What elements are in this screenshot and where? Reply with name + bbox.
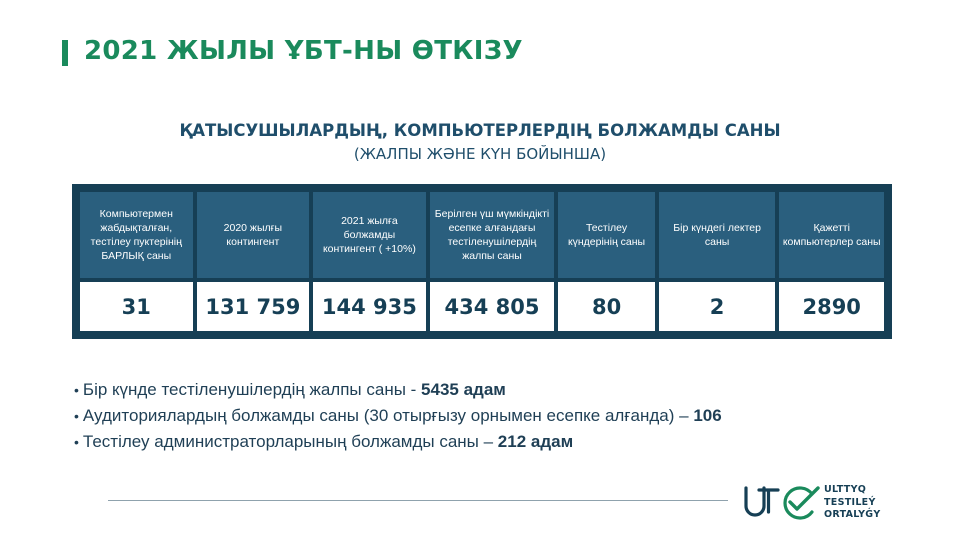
header-cell-testing-days: Тестілеу күндерінің саны xyxy=(558,192,654,278)
bullet-item xyxy=(74,403,722,429)
table-value-row xyxy=(80,282,884,331)
header-cell-computers-needed: Қажетті компьютерлер саны xyxy=(779,192,884,278)
value-cell-computers-needed: 2890 xyxy=(779,282,884,331)
bullet-item xyxy=(74,377,722,403)
value-cell-streams-per-day: 2 xyxy=(659,282,776,331)
logo-wordmark xyxy=(824,484,881,522)
bullet-dot: • xyxy=(74,408,79,424)
forecast-table xyxy=(72,184,892,339)
logo-line-1: ULTTYQ xyxy=(824,484,867,495)
bullet-value: 5435 адам xyxy=(421,380,506,399)
value-cell-2021-contingent: 144 935 xyxy=(313,282,426,331)
value-cell-total-testees: 434 805 xyxy=(430,282,555,331)
bullet-text: Тестілеу администраторларының болжамды саны – xyxy=(82,432,498,451)
bullet-value: 212 адам xyxy=(497,432,574,451)
logo-line-2: TESTILEÝ xyxy=(824,496,876,508)
organization-logo xyxy=(742,482,892,524)
value-cell-testing-days: 80 xyxy=(558,282,654,331)
logo-line-3: ORTALYǴY xyxy=(824,509,881,520)
header-cell-testing-points: Компьютермен жабдықталған, тестілеу пуктерінің БАРЛЫҚ саны xyxy=(80,192,193,278)
bullet-text: Аудиториялардың болжамды саны (30 отырғызу орнымен есепке алғанда) – xyxy=(82,406,694,425)
bullet-dot: • xyxy=(74,382,79,398)
table-section-title: ҚАТЫСУШЫЛАРДЫҢ, КОМПЬЮТЕРЛЕРДІҢ БОЛЖАМДЫ САНЫ xyxy=(179,121,781,140)
footer-divider xyxy=(108,500,728,501)
value-cell-testing-points: 31 xyxy=(80,282,193,331)
bullet-dot: • xyxy=(74,434,79,450)
header-cell-streams-per-day: Бір күндегі лектер саны xyxy=(659,192,776,278)
summary-bullet-list xyxy=(74,377,722,455)
bullet-value: 106 xyxy=(693,406,722,425)
title-accent-bar xyxy=(62,40,68,66)
bullet-item xyxy=(74,429,722,455)
logo-mark-icon xyxy=(742,482,822,524)
table-section-subtitle: (ЖАЛПЫ ЖӘНЕ КҮН БОЙЫНША) xyxy=(353,145,607,163)
header-cell-2020-contingent: 2020 жылғы контингент xyxy=(197,192,310,278)
page-title: 2021 ЖЫЛЫ ҰБТ-НЫ ӨТКІЗУ xyxy=(84,36,523,66)
bullet-text: Бір күнде тестіленушілердің жалпы саны - xyxy=(82,380,422,399)
header-cell-2021-contingent: 2021 жылға болжамды контингент ( +10%) xyxy=(313,192,426,278)
header-cell-total-testees: Берілген үш мүмкіндікті есепке алғандағы тестіленушілердің жалпы саны xyxy=(430,192,555,278)
table-header-row xyxy=(80,192,884,278)
value-cell-2020-contingent: 131 759 xyxy=(197,282,310,331)
